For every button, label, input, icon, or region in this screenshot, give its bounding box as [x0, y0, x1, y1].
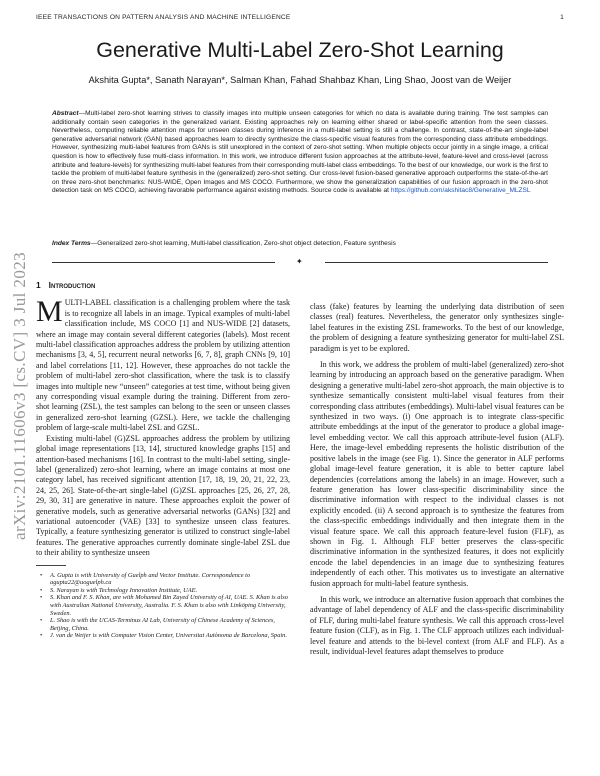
section-heading	[36, 280, 290, 290]
page-number: 1	[560, 14, 564, 21]
intro-paragraph-1	[36, 295, 290, 433]
section-divider	[52, 258, 548, 266]
intro-paragraph-1-text: classification is a challenging problem where the task is to recognize all labels in an image. Typical examples of multi-label classification include, MS COCO [1] and NUS-WIDE [2] datasets, where an image may contain several different categories (labels). Most recent multi-label classification approaches address the problem by utilizing attention mechanisms [3, 4, 5], recurrent neural networks [6, 7, 8], graph CNNs [9, 10] and label correlations [11, 12]. However, these approaches do not tackle the problem of multi-label zero-shot classification, where the task is to classify images into multiple new “unseen” categories at test time, without being given any corresponding visual example during the training. Different from zero-shot learning (ZSL), the test samples can belong to the seen or unseen classes in generalized zero-shot learning (GZSL). Here, we tackle the challenging problem of large-scale multi-label ZSL and GZSL.	[36, 298, 290, 433]
footnote-item: • S. Khan and F. S. Khan, are with Mohamed Bin Zayed University of AI, UAE. S. Khan is also with Australian National University, Australia. F. S. Khan is also with Linköping University, Sweden.	[36, 594, 290, 617]
section-title: Introduction	[48, 280, 96, 290]
abstract-label: Abstract	[52, 110, 79, 117]
right-paragraph-2: In this work, we address the problem of multi-label (generalized) zero-shot learning by introducing an approach based on the generative paradigm. When designing a generative multi-label zero-shot approach, the main objective is to synthesize semantically consistent multi-label visual features from their corresponding class attributes (embeddings). Multi-label visual features can be synthesized in two ways. (i) One approach is to integrate class-specific attribute embeddings at the input of the generator to produce a global image-level embedding vector. We call this approach attribute-level fusion (ALF). Here, the image-level embedding represents the holistic distribution of the positive labels in the image (see Fig. 1). Since the generator in ALF performs global image-level feature generation, it is able to better capture label dependencies (correlations among the labels) in an image. However, such a feature generation has lower class-specific discriminability since the discriminative information with respect to the individual classes is not explicitly encoded. (ii) A second approach is to synthesize the features from the class-specific embeddings individually and then integrate them in the visual feature space. We call this approach feature-level fusion (FLF), as shown in Fig. 1. Although FLF better preserves the class-specific discriminative information in the synthesized features, it does not explicitly encode the label dependencies in an image due to synthesizing features independently of each other. This motivates us to investigate an alternative fusion approach for multi-label feature synthesis.	[310, 360, 564, 588]
source-code-link[interactable]: https://github.com/akshitac8/Generative_MLZSL	[390, 187, 531, 195]
index-terms	[52, 240, 548, 247]
footnote-rule	[36, 565, 66, 566]
right-paragraph-3: In this work, we introduce an alternative fusion approach that combines the advantage of label dependency of ALF and the class-specific discriminability of FLF, during multi-label feature synthesis. We call this approach cross-level feature fusion (CLF), as in Fig. 1. The CLF approach utilizes each individual-level feature and attends to the bi-level context (from ALF and FLF). As a result, individual-level features adapt themselves to produce	[310, 594, 564, 656]
author-list: Akshita Gupta*, Sanath Narayan*, Salman Khan, Fahad Shahbaz Khan, Ling Shao, Joost van de Weijer	[88, 75, 512, 85]
footnote-item: • S. Narayan is with Technology Innovation Institute, UAE.	[36, 587, 290, 595]
footnote-item: • A. Gupta is with University of Guelph and Vector Institute. Correspondence to agupta22@uoguelph.ca	[36, 572, 290, 587]
dropcap-letter: M	[36, 295, 63, 329]
footnote-item: • J. van de Weijer is with Computer Vision Center, Universitat Autònoma de Barcelona, Spain.	[36, 632, 290, 640]
right-paragraph-1: class (fake) features by learning the underlying data distribution of seen classes (real) features. Nevertheless, the generator only synthesizes single-label features in the existing ZSL frameworks. To the best of our knowledge, the problem of designing a feature synthesizing generator for multi-label ZSL paradigm is yet to be explored.	[310, 302, 564, 353]
index-terms-text: —Generalized zero-shot learning, Multi-label classification, Zero-shot object detection, Feature synthesis	[90, 240, 396, 247]
abstract-text: —Multi-label zero-shot learning strives to classify images into multiple unseen categories for which no data is available during training. The test samples can additionally contain seen categories in the generalized variant. Existing approaches rely on learning either shared or label-specific attention from the seen classes. Nevertheless, computing reliable attention maps for unseen classes during inference in a multi-label setting is still a challenge. In contrast, state-of-the-art single-label generative adversarial network (GAN) based approaches learn to directly synthesize the class-specific visual features from the corresponding class attribute embeddings. However, synthesizing multi-label features from GANs is still unexplored in the context of zero-shot setting. When multiple objects occur jointly in a single image, a critical question is how to effectively fuse multi-class information. In this work, we introduce different fusion approaches at the attribute-level, feature-level and cross-level (across attribute and feature-levels) for synthesizing multi-label features from their corresponding multi-label class embeddings. To the best of our knowledge, our work is the first to tackle the problem of multi-label feature synthesis in the (generalized) zero-shot setting. Our cross-level fusion-based generative approach outperforms the state-of-the-art on three zero-shot benchmarks: NUS-WIDE, Open Images and MS COCO. Furthermore, we show the generalization capabilities of our fusion approach in the zero-shot detection task on MS COCO, achieving favorable performance against existing methods. Source code is available at	[52, 110, 548, 195]
index-terms-label: Index Terms	[52, 240, 91, 247]
divider-line-right	[325, 262, 548, 263]
arxiv-watermark: arXiv:2101.11606v3 [cs.CV] 3 Jul 2023	[10, 251, 29, 540]
divider-line-left	[52, 262, 275, 263]
paper-title: Generative Multi-Label Zero-Shot Learning	[96, 38, 504, 62]
intro-paragraph-2: Existing multi-label (G)ZSL approaches address the problem by utilizing global image representations [13, 14], structured knowledge graphs [15] and attention-based mechanisms [16]. In contrast to the multi-label setting, single-label (generalized) zero-shot learning, where an image contains at most one category label, has received significant attention [17, 18, 19, 20, 21, 22, 23, 24, 25, 26]. State-of-the-art single-label (G)ZSL approaches [25, 26, 27, 28, 29, 30, 31] are generative in nature. These approaches exploit the power of generative models, such as generative adversarial networks (GANs) [32] and variational autoencoder (VAE) [33] to synthesize unseen class features. Typically, a feature synthesizing generator is utilized to construct single-label features. The generative approaches currently dominate single-label ZSL due to their ability to synthesize unseen	[36, 433, 290, 558]
footnote-item: • L. Shao is with the UCAS-Terminus AI Lab, University of Chinese Academy of Sciences, Beijing, China.	[36, 617, 290, 632]
smallcaps-lead: ULTI-LABEL	[64, 298, 111, 308]
running-header	[36, 14, 564, 21]
left-column	[36, 280, 290, 640]
journal-name: IEEE TRANSACTIONS ON PATTERN ANALYSIS AND MACHINE INTELLIGENCE	[36, 14, 291, 21]
section-number: 1	[36, 280, 41, 290]
abstract	[52, 110, 548, 196]
right-column	[310, 302, 564, 657]
diamond-icon: ✦	[296, 257, 303, 266]
